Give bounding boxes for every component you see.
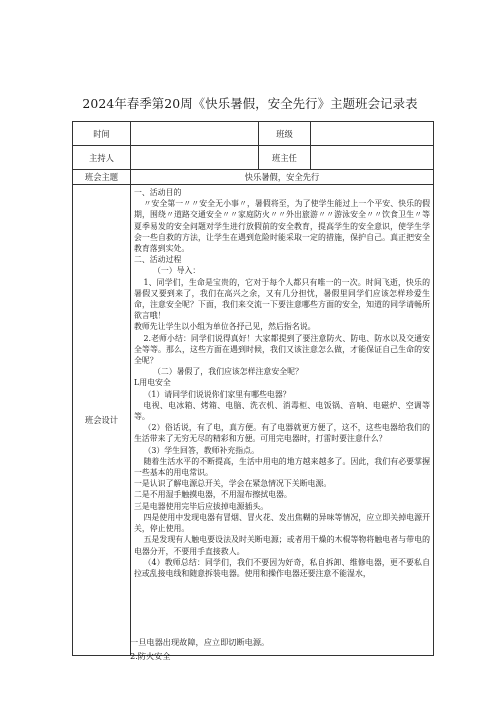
table-row xyxy=(73,146,434,170)
time-value xyxy=(131,122,259,146)
table-row xyxy=(73,170,434,185)
paragraph: 〃安全第一〃〃安全无小事〃，暑假将至，为了使学生能过上一个平安、快乐的假期，围绕〃道路交通安全〃〃家庭防火〃〃外出旅游〃〃游泳安全〃〃饮食卫生〃等夏季易发的安全问题对学生进行放假前的安全教育，提高学生的安全意识，使学生学会一些自救的方法，让学生在遇到危险时能采取一定的措施，保护自己。真正把安全教育落到实处。 xyxy=(134,199,430,254)
paragraph: 三是电器使用完毕后应拔掉电源插头。 xyxy=(134,501,269,511)
host-value xyxy=(131,146,259,170)
teacher-label: 班主任 xyxy=(259,146,311,170)
class-value xyxy=(311,122,434,146)
paragraph: 电视、电冰箱、烤箱、电脑、洗衣机、消毒柜、电饭锅、音响、电磁炉、空调等等。 xyxy=(134,400,430,422)
theme-value: 快乐暑假，安全先行 xyxy=(131,170,434,185)
paragraph: 二是不用湿手触摸电器，不用湿布擦拭电器。 xyxy=(134,490,292,500)
time-label: 时间 xyxy=(73,122,131,146)
paragraph: 随着生活水平的不断提高，生活中用电的地方越来越多了。因此，我们有必要掌握一些基本的用电常识。 xyxy=(134,456,430,478)
paragraph: 一是认识了解电源总开关，学会在紧急情况下关断电源。 xyxy=(134,479,332,489)
paragraph: 二、活动过程 xyxy=(134,255,182,265)
teacher-value xyxy=(311,146,434,170)
design-label: 班会设计 xyxy=(73,185,131,656)
paragraph: （2）俗话说，有了电，真方便。有了电器就更方便了，这不，这些电器给我们的生活带来了无穷无尽的精彩和方便。可用完电器时，打雷时要注意什么？ xyxy=(134,423,430,444)
design-content xyxy=(131,185,434,656)
paragraph: （二）暑假了，我们应该怎样注意安全呢？ xyxy=(152,367,303,377)
paragraph: L用电安全 xyxy=(134,378,171,388)
host-label: 主持人 xyxy=(73,146,131,170)
paragraph: （一）导入： xyxy=(152,266,201,276)
paragraph: （3）学生回答，教师补充指点。 xyxy=(143,445,259,455)
paragraph: 教师先让学生以小组为单位各抒己见，然后指名说。 xyxy=(134,322,316,332)
class-label: 班级 xyxy=(259,122,311,146)
paragraph: 四是使用中发现电器有冒烟、冒火花、发出焦糊的异味等情况，应立即关掉电源开关，停止使用。 xyxy=(134,512,430,534)
paragraph: 1、同学们，生命是宝贵的，它对于每个人都只有唯一的一次。时间飞逝，快乐的暑假又要到来了，我们在高兴之余，又有几分担忧，暑假里同学们应该怎样珍爱生命，注意安全呢？下面，我们来交流一下要注意哪些方面的安全，知道的同学请畅所欲言哦！ xyxy=(134,277,430,321)
table-row xyxy=(73,185,434,656)
record-table xyxy=(72,121,434,656)
paragraph: （1）请同学们说说你们家里有哪些电器？ xyxy=(143,389,291,399)
theme-label: 班会主题 xyxy=(73,170,131,185)
paragraph: 一、活动目的 xyxy=(134,188,182,197)
page-title: 2024年春季第20周《快乐暑假，安全先行》主题班会记录表 xyxy=(82,96,418,111)
paragraph: 2.老师小结：同学们说得真好！大家都提到了要注意防火、防电、防水以及交通安全等等。那么，这些方面在遇到时候，我们又该注意怎么做，才能保证自己生命的安全呢？ xyxy=(134,333,430,366)
section-heading: 2.防火安全 xyxy=(130,651,171,661)
continuation-line: 一旦电器出现故障，应立即切断电源。 xyxy=(130,637,270,647)
paragraph: （4）教师总结：同学们，我们不要因为好奇，私自拆卸、维修电器，更不要私自拉或乱接电线和随意拆装电器。使用和操作电器还要注意不能湿水， xyxy=(134,557,430,578)
table-row xyxy=(73,122,434,146)
paragraph: 五是发现有人触电要设法及时关断电源；或者用干燥的木棍等物将触电者与带电的电器分开，不要用手直接救人。 xyxy=(134,535,430,556)
